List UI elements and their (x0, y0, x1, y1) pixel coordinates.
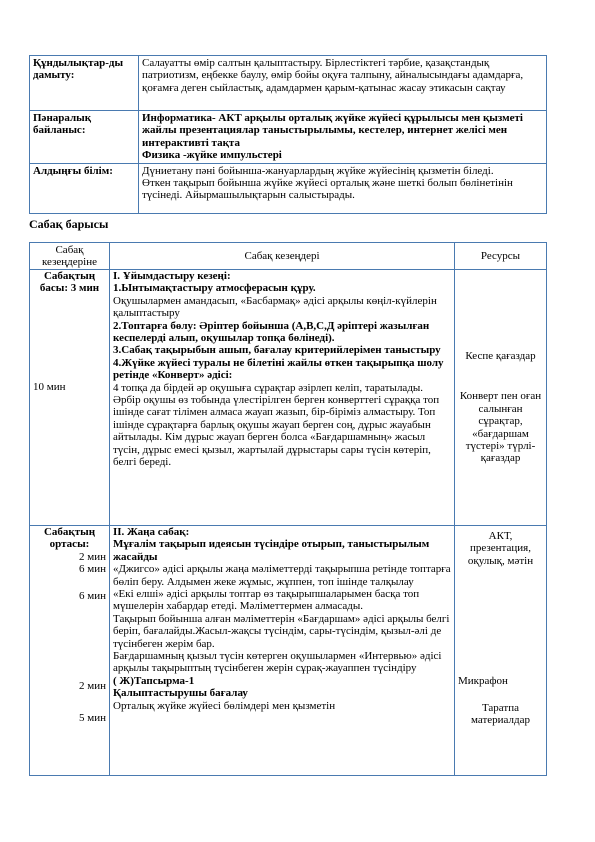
resource-handouts: Таратпа материалдар (470, 701, 530, 727)
traffic-light-text: Тақырып бойынша алған мәліметтерін «Бағдаршам» әдісі арқылы белгі беріп, бағалайды.Жасыл-жақсы түсіндім, сары-түсіндім, қызыл-әлі де түсінбеген жерім бар. (113, 612, 450, 650)
header-row (30, 243, 547, 270)
section-heading: Сабақ барысы (29, 217, 109, 231)
informatics-line: Информатика- АКТ арқылы орталық жүйке жүйесі құрылысы мен қызметі жайлы презентациялар таныстырылымы, кестелер, интернет желісі мен интерактивті тақта (142, 112, 523, 149)
physics-line: Физика -жүйке импульстері (142, 149, 282, 162)
org-stage-title: I. Ұйымдастыру кезеңі: (113, 270, 231, 282)
new-lesson-title: II. Жаңа сабақ: (113, 526, 190, 538)
interdisciplinary-text (139, 111, 547, 164)
jigsaw-text: «Джигсо» әдісі арқылы жаңа мәліметтерді тақырыпша ретінде топтарға бөліп беру. Алдымен жеке жұмыс, жұппен, топ ішінде талқылау (113, 563, 451, 588)
resource-cards: Кеспе қағаздар (465, 350, 536, 362)
prior-knowledge-label: Алдыңғы білім: (30, 163, 139, 213)
stage-1-time: 10 мин (33, 380, 66, 393)
two-envoys-text: «Екі елші» әдісі арқылы топтар өз тақырыпшаларымен басқа топ мүшелерін хабардар етеді. Мәліметтермен алмасады. (113, 588, 420, 613)
values-label: Құндылықтар-ды дамыту: (30, 56, 139, 111)
prior-line-1: Дүниетану пәні бойынша-жануарлардың жүйке жүйесінің қызметін біледі. (142, 164, 494, 177)
task-1-title: ( Ж)Тапсырма-1 (113, 674, 195, 687)
atmosphere-title: 1.Ынтымақтастыру атмосферасын құру. (113, 282, 316, 295)
stage-1-label: Сабақтың басы: 3 мин (39, 270, 100, 295)
table-row (30, 111, 547, 164)
stage-2-resources (455, 526, 547, 776)
greeting-text: Оқушылармен амандасып, «Басбармақ» әдісі арқылы көңіл-күйлерін қалыптастыру (113, 294, 437, 320)
topic-text: 3.Сабақ тақырыбын ашып, бағалау критерийлерімен таныстыру (113, 344, 441, 357)
header-stages: Сабақ кезеңдеріне (30, 243, 110, 270)
stage-2-time-5: 5 мин (79, 712, 106, 725)
stage-2-time-2: 6 мин (79, 563, 106, 576)
prior-line-2: Өткен тақырып бойынша жүйке жүйесі орталық және шеткі болып бөлінетінін түсінеді. Айырмашылықтарын салыстырады. (142, 177, 513, 202)
info-table (29, 55, 547, 214)
header-resources: Ресурсы (455, 243, 547, 270)
interdisciplinary-label: Пәнаралық байланыс: (30, 111, 139, 164)
table-row (30, 163, 547, 213)
table-row (30, 56, 547, 111)
stage-2-time-4: 2 мин (79, 680, 106, 693)
table-row (30, 526, 547, 776)
task-text: Орталық жүйке жүйесі бөлімдері мен қызметін (113, 699, 336, 712)
stage-2-label: Сабақтың ортасы: (43, 526, 96, 551)
values-text: Салауатты өмір салтын қалыптастыру. Бірлестіктегі тәрбие, қазақстандық патриотизм, еңбекке баулу, өмір бойы оқуға талпыну, айналысындағы адамдарға, қоғамға деген сыйластық, адамдармен қарым-қатынас жасау этикасын сақтау (139, 56, 547, 111)
resource-microphone: Микрафон (458, 675, 508, 688)
stage-2-time-3: 6 мин (79, 589, 106, 602)
table-row (30, 270, 547, 526)
resource-envelope: Конверт пен оған салынған сұрақтар, «бағдаршам түстері» түрлі-қағаздар (459, 390, 542, 465)
stage-2-content (110, 526, 455, 776)
interview-text: Бағдаршамның қызыл түсін көтерген оқушылармен «Интервью» әдісі арқылы тақырыптың түсінбеген жерін сұрақ-жауаппен түсіндіру (113, 650, 442, 675)
stage-1-resources (455, 270, 547, 526)
grouping-text: 2.Топтарға бөлу: Әріптер бойынша (А,В,С,Д әріптері жазылған кеспелерді алып, оқушылар топқа бөлінеді). (113, 319, 430, 345)
prior-knowledge-text (139, 163, 547, 213)
header-steps: Сабақ кезеңдері (110, 243, 455, 270)
stage-1-cell (30, 270, 110, 526)
envelope-text: 4 топқа да бірдей әр оқушыға сұрақтар әзірлеп келіп, таратылады. Әрбір оқушы өз тобында үлестірілген берген конверттегі сұраққа топ ішінде сағат тілімен алмаса жауап жазып, бір-біріміз алмастыру. Топ ішінде сұрақтарға барлық оқушы жауап берген соң, дұрыс жауабын айтылады. Кім дұрыс жауап берген болса «Бағдаршамның» жасыл түсін, дұрыс емесі қызыл, жартылай дұрыстары сары түсін көтеріп, белгі береді. (113, 381, 440, 469)
formative-assessment: Қалыптастырушы бағалау (113, 687, 248, 700)
stage-2-time-1: 2 мин (79, 550, 106, 563)
teacher-presentation: Мұғалім тақырып идеясын түсіндіре отырып, таныстырылым жасайды (113, 538, 430, 563)
resource-ict: АКТ, презентация, оқулық, мәтін (467, 530, 534, 567)
lesson-table (29, 242, 547, 776)
stage-1-content (110, 270, 455, 526)
stage-2-cell (30, 526, 110, 776)
review-title: 4.Жүйке жүйесі туралы не білетіні жайлы өткен тақырыпқа шолу ретінде «Конверт» әдісі: (113, 356, 444, 382)
